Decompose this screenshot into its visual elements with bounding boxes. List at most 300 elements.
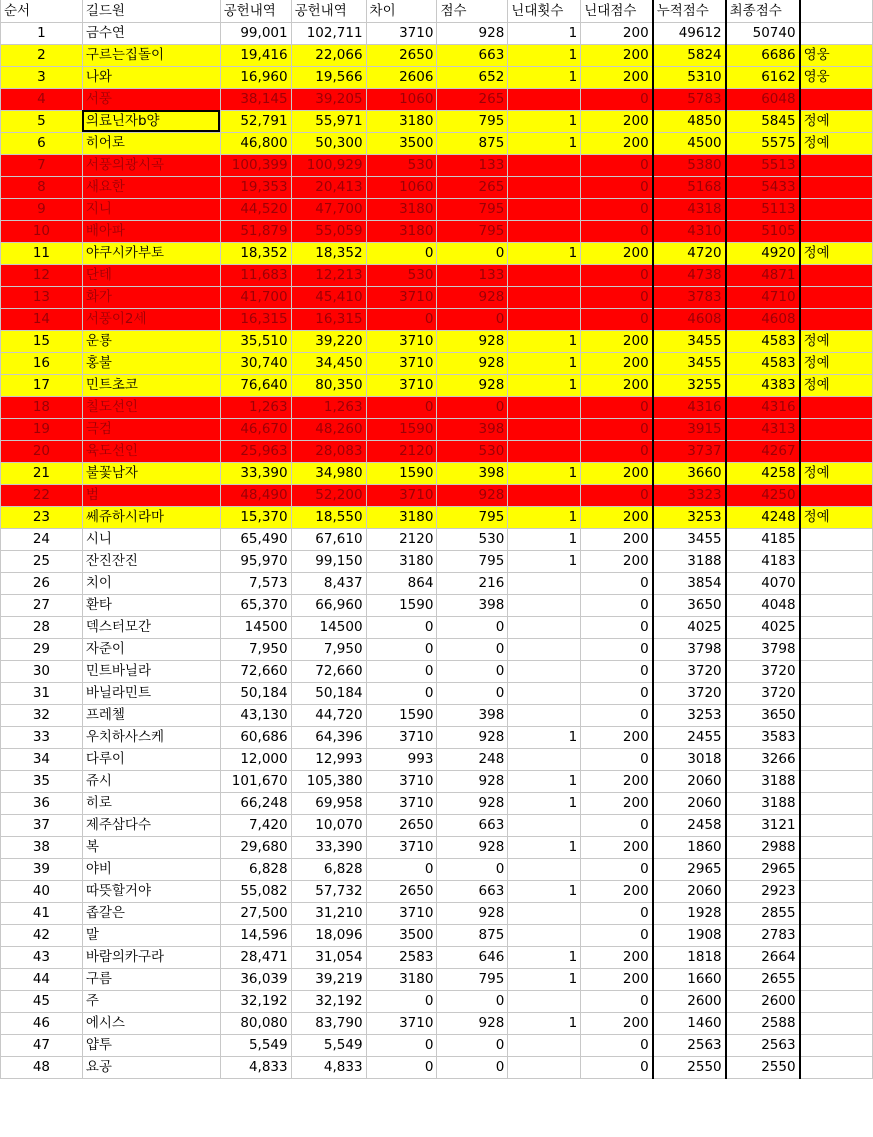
final-score-cell[interactable]: 2600 (726, 990, 800, 1012)
final-score-cell[interactable]: 2965 (726, 858, 800, 880)
guild-member-cell[interactable]: 히어로 (82, 132, 220, 154)
final-score-cell[interactable]: 5575 (726, 132, 800, 154)
rank-note-cell[interactable] (800, 176, 873, 198)
contribution-2-cell[interactable]: 5,549 (291, 1034, 366, 1056)
rank-note-cell[interactable]: 정예 (800, 374, 873, 396)
final-score-cell[interactable]: 2588 (726, 1012, 800, 1034)
guild-member-cell[interactable]: 시니 (82, 528, 220, 550)
rank-note-cell[interactable] (800, 990, 873, 1012)
rank-note-cell[interactable] (800, 418, 873, 440)
ninja-score-cell[interactable]: 200 (581, 352, 653, 374)
accumulated-score-cell[interactable]: 1460 (653, 1012, 726, 1034)
guild-member-cell[interactable]: 야쿠시카부토 (82, 242, 220, 264)
guild-member-cell[interactable]: 히로 (82, 792, 220, 814)
difference-cell[interactable]: 3180 (366, 550, 437, 572)
score-cell[interactable]: 928 (437, 484, 508, 506)
contribution-1-cell[interactable]: 32,192 (220, 990, 291, 1012)
contribution-2-cell[interactable]: 39,219 (291, 968, 366, 990)
ninja-count-cell[interactable] (508, 902, 581, 924)
contribution-1-cell[interactable]: 44,520 (220, 198, 291, 220)
guild-member-cell[interactable]: 잔진잔진 (82, 550, 220, 572)
contribution-2-cell[interactable]: 48,260 (291, 418, 366, 440)
contribution-2-cell[interactable]: 50,300 (291, 132, 366, 154)
contribution-2-cell[interactable]: 12,993 (291, 748, 366, 770)
contribution-1-cell[interactable]: 55,082 (220, 880, 291, 902)
difference-cell[interactable]: 0 (366, 308, 437, 330)
rank-note-cell[interactable] (800, 770, 873, 792)
guild-member-cell[interactable]: 따뜻할거야 (82, 880, 220, 902)
score-cell[interactable]: 398 (437, 704, 508, 726)
ninja-count-cell[interactable]: 1 (508, 462, 581, 484)
ninja-count-cell[interactable] (508, 440, 581, 462)
final-score-cell[interactable]: 2855 (726, 902, 800, 924)
rank-note-cell[interactable]: 정예 (800, 352, 873, 374)
order-cell[interactable]: 46 (1, 1012, 83, 1034)
guild-member-cell[interactable]: 주 (82, 990, 220, 1012)
ninja-score-cell[interactable]: 0 (581, 220, 653, 242)
difference-cell[interactable]: 993 (366, 748, 437, 770)
rank-note-cell[interactable] (800, 748, 873, 770)
ninja-score-cell[interactable]: 0 (581, 858, 653, 880)
header-cell-accumulated-score[interactable]: 누적점수 (653, 0, 726, 22)
order-cell[interactable]: 45 (1, 990, 83, 1012)
contribution-1-cell[interactable]: 38,145 (220, 88, 291, 110)
rank-note-cell[interactable] (800, 792, 873, 814)
rank-note-cell[interactable] (800, 396, 873, 418)
contribution-2-cell[interactable]: 14500 (291, 616, 366, 638)
rank-note-cell[interactable]: 정예 (800, 242, 873, 264)
ninja-score-cell[interactable]: 200 (581, 374, 653, 396)
ninja-count-cell[interactable] (508, 616, 581, 638)
ninja-count-cell[interactable]: 1 (508, 374, 581, 396)
contribution-1-cell[interactable]: 1,263 (220, 396, 291, 418)
accumulated-score-cell[interactable]: 2600 (653, 990, 726, 1012)
difference-cell[interactable]: 3710 (366, 836, 437, 858)
accumulated-score-cell[interactable]: 5380 (653, 154, 726, 176)
accumulated-score-cell[interactable]: 3720 (653, 682, 726, 704)
difference-cell[interactable]: 2650 (366, 880, 437, 902)
rank-note-cell[interactable] (800, 22, 873, 44)
ninja-score-cell[interactable]: 0 (581, 154, 653, 176)
score-cell[interactable]: 795 (437, 110, 508, 132)
order-cell[interactable]: 27 (1, 594, 83, 616)
contribution-1-cell[interactable]: 76,640 (220, 374, 291, 396)
final-score-cell[interactable]: 4070 (726, 572, 800, 594)
contribution-2-cell[interactable]: 55,059 (291, 220, 366, 242)
order-cell[interactable]: 22 (1, 484, 83, 506)
guild-member-cell[interactable]: 민트바닐라 (82, 660, 220, 682)
score-cell[interactable]: 0 (437, 682, 508, 704)
rank-note-cell[interactable] (800, 968, 873, 990)
contribution-2-cell[interactable]: 4,833 (291, 1056, 366, 1078)
score-cell[interactable]: 875 (437, 924, 508, 946)
guild-member-cell[interactable]: 서풍이2세 (82, 308, 220, 330)
difference-cell[interactable]: 3710 (366, 352, 437, 374)
contribution-1-cell[interactable]: 41,700 (220, 286, 291, 308)
accumulated-score-cell[interactable]: 4500 (653, 132, 726, 154)
final-score-cell[interactable]: 5113 (726, 198, 800, 220)
contribution-1-cell[interactable]: 36,039 (220, 968, 291, 990)
score-cell[interactable]: 133 (437, 154, 508, 176)
difference-cell[interactable]: 2120 (366, 528, 437, 550)
difference-cell[interactable]: 3180 (366, 110, 437, 132)
guild-member-cell[interactable]: 금수연 (82, 22, 220, 44)
contribution-1-cell[interactable]: 15,370 (220, 506, 291, 528)
order-cell[interactable]: 37 (1, 814, 83, 836)
contribution-1-cell[interactable]: 4,833 (220, 1056, 291, 1078)
ninja-count-cell[interactable]: 1 (508, 528, 581, 550)
accumulated-score-cell[interactable]: 2965 (653, 858, 726, 880)
ninja-count-cell[interactable] (508, 814, 581, 836)
rank-note-cell[interactable] (800, 572, 873, 594)
accumulated-score-cell[interactable]: 3854 (653, 572, 726, 594)
ninja-score-cell[interactable]: 0 (581, 748, 653, 770)
contribution-2-cell[interactable]: 18,550 (291, 506, 366, 528)
order-cell[interactable]: 19 (1, 418, 83, 440)
ninja-score-cell[interactable]: 200 (581, 792, 653, 814)
order-cell[interactable]: 7 (1, 154, 83, 176)
final-score-cell[interactable]: 6686 (726, 44, 800, 66)
accumulated-score-cell[interactable]: 3798 (653, 638, 726, 660)
contribution-2-cell[interactable]: 50,184 (291, 682, 366, 704)
ninja-count-cell[interactable]: 1 (508, 352, 581, 374)
contribution-1-cell[interactable]: 6,828 (220, 858, 291, 880)
header-cell-guild-member[interactable]: 길드원 (82, 0, 220, 22)
order-cell[interactable]: 26 (1, 572, 83, 594)
ninja-count-cell[interactable] (508, 88, 581, 110)
accumulated-score-cell[interactable]: 5824 (653, 44, 726, 66)
order-cell[interactable]: 31 (1, 682, 83, 704)
order-cell[interactable]: 3 (1, 66, 83, 88)
order-cell[interactable]: 28 (1, 616, 83, 638)
difference-cell[interactable]: 2650 (366, 814, 437, 836)
ninja-score-cell[interactable]: 0 (581, 484, 653, 506)
order-cell[interactable]: 6 (1, 132, 83, 154)
difference-cell[interactable]: 0 (366, 396, 437, 418)
guild-member-cell[interactable]: 불꽃남자 (82, 462, 220, 484)
rank-note-cell[interactable] (800, 594, 873, 616)
guild-member-cell[interactable]: 쥬시 (82, 770, 220, 792)
ninja-score-cell[interactable]: 200 (581, 946, 653, 968)
order-cell[interactable]: 20 (1, 440, 83, 462)
score-cell[interactable]: 928 (437, 286, 508, 308)
order-cell[interactable]: 39 (1, 858, 83, 880)
accumulated-score-cell[interactable]: 3255 (653, 374, 726, 396)
accumulated-score-cell[interactable]: 1860 (653, 836, 726, 858)
order-cell[interactable]: 10 (1, 220, 83, 242)
score-cell[interactable]: 398 (437, 594, 508, 616)
accumulated-score-cell[interactable]: 3650 (653, 594, 726, 616)
final-score-cell[interactable]: 3720 (726, 660, 800, 682)
score-cell[interactable]: 530 (437, 528, 508, 550)
accumulated-score-cell[interactable]: 49612 (653, 22, 726, 44)
contribution-2-cell[interactable]: 28,083 (291, 440, 366, 462)
contribution-1-cell[interactable]: 12,000 (220, 748, 291, 770)
rank-note-cell[interactable]: 정예 (800, 330, 873, 352)
order-cell[interactable]: 42 (1, 924, 83, 946)
rank-note-cell[interactable] (800, 704, 873, 726)
accumulated-score-cell[interactable]: 2563 (653, 1034, 726, 1056)
final-score-cell[interactable]: 2563 (726, 1034, 800, 1056)
guild-member-cell[interactable]: 칠도선인 (82, 396, 220, 418)
score-cell[interactable]: 928 (437, 352, 508, 374)
difference-cell[interactable]: 864 (366, 572, 437, 594)
difference-cell[interactable]: 3500 (366, 132, 437, 154)
contribution-1-cell[interactable]: 7,950 (220, 638, 291, 660)
difference-cell[interactable]: 2583 (366, 946, 437, 968)
rank-note-cell[interactable]: 정예 (800, 110, 873, 132)
order-cell[interactable]: 43 (1, 946, 83, 968)
order-cell[interactable]: 25 (1, 550, 83, 572)
contribution-1-cell[interactable]: 33,390 (220, 462, 291, 484)
difference-cell[interactable]: 1590 (366, 418, 437, 440)
accumulated-score-cell[interactable]: 4738 (653, 264, 726, 286)
contribution-1-cell[interactable]: 65,370 (220, 594, 291, 616)
rank-note-cell[interactable] (800, 1056, 873, 1078)
accumulated-score-cell[interactable]: 3660 (653, 462, 726, 484)
score-cell[interactable]: 0 (437, 1056, 508, 1078)
final-score-cell[interactable]: 4316 (726, 396, 800, 418)
rank-note-cell[interactable] (800, 682, 873, 704)
order-cell[interactable]: 8 (1, 176, 83, 198)
guild-member-cell[interactable]: 얍투 (82, 1034, 220, 1056)
rank-note-cell[interactable]: 정예 (800, 506, 873, 528)
contribution-2-cell[interactable]: 44,720 (291, 704, 366, 726)
guild-member-cell[interactable]: 치이 (82, 572, 220, 594)
final-score-cell[interactable]: 4871 (726, 264, 800, 286)
ninja-score-cell[interactable]: 0 (581, 286, 653, 308)
score-cell[interactable]: 928 (437, 726, 508, 748)
difference-cell[interactable]: 0 (366, 1056, 437, 1078)
ninja-score-cell[interactable]: 0 (581, 990, 653, 1012)
ninja-count-cell[interactable] (508, 572, 581, 594)
order-cell[interactable]: 48 (1, 1056, 83, 1078)
ninja-count-cell[interactable] (508, 198, 581, 220)
final-score-cell[interactable]: 4185 (726, 528, 800, 550)
ninja-score-cell[interactable]: 0 (581, 418, 653, 440)
accumulated-score-cell[interactable]: 4316 (653, 396, 726, 418)
ninja-score-cell[interactable]: 200 (581, 110, 653, 132)
contribution-1-cell[interactable]: 48,490 (220, 484, 291, 506)
accumulated-score-cell[interactable]: 4720 (653, 242, 726, 264)
rank-note-cell[interactable] (800, 924, 873, 946)
final-score-cell[interactable]: 5513 (726, 154, 800, 176)
order-cell[interactable]: 9 (1, 198, 83, 220)
difference-cell[interactable]: 0 (366, 616, 437, 638)
accumulated-score-cell[interactable]: 4850 (653, 110, 726, 132)
guild-member-cell[interactable]: 서풍의광시곡 (82, 154, 220, 176)
contribution-2-cell[interactable]: 7,950 (291, 638, 366, 660)
contribution-1-cell[interactable]: 95,970 (220, 550, 291, 572)
accumulated-score-cell[interactable]: 3783 (653, 286, 726, 308)
final-score-cell[interactable]: 3121 (726, 814, 800, 836)
order-cell[interactable]: 2 (1, 44, 83, 66)
ninja-score-cell[interactable]: 0 (581, 440, 653, 462)
difference-cell[interactable]: 3180 (366, 220, 437, 242)
rank-note-cell[interactable] (800, 814, 873, 836)
rank-note-cell[interactable]: 영웅 (800, 44, 873, 66)
contribution-2-cell[interactable]: 39,205 (291, 88, 366, 110)
ninja-count-cell[interactable] (508, 484, 581, 506)
ninja-count-cell[interactable]: 1 (508, 330, 581, 352)
guild-member-cell[interactable]: 제주삼다수 (82, 814, 220, 836)
score-cell[interactable]: 0 (437, 660, 508, 682)
contribution-1-cell[interactable]: 7,420 (220, 814, 291, 836)
accumulated-score-cell[interactable]: 3915 (653, 418, 726, 440)
accumulated-score-cell[interactable]: 4025 (653, 616, 726, 638)
difference-cell[interactable]: 0 (366, 242, 437, 264)
rank-note-cell[interactable] (800, 528, 873, 550)
ninja-score-cell[interactable]: 0 (581, 638, 653, 660)
score-cell[interactable]: 928 (437, 374, 508, 396)
ninja-score-cell[interactable]: 200 (581, 44, 653, 66)
ninja-count-cell[interactable] (508, 176, 581, 198)
guild-member-cell[interactable]: 배아파 (82, 220, 220, 242)
ninja-count-cell[interactable] (508, 704, 581, 726)
rank-note-cell[interactable] (800, 550, 873, 572)
ninja-count-cell[interactable] (508, 286, 581, 308)
ninja-count-cell[interactable] (508, 396, 581, 418)
difference-cell[interactable]: 3710 (366, 286, 437, 308)
ninja-count-cell[interactable]: 1 (508, 22, 581, 44)
contribution-2-cell[interactable]: 83,790 (291, 1012, 366, 1034)
contribution-1-cell[interactable]: 51,879 (220, 220, 291, 242)
ninja-count-cell[interactable] (508, 990, 581, 1012)
contribution-2-cell[interactable]: 34,980 (291, 462, 366, 484)
guild-member-cell[interactable]: 구름 (82, 968, 220, 990)
ninja-count-cell[interactable]: 1 (508, 1012, 581, 1034)
rank-note-cell[interactable] (800, 1034, 873, 1056)
guild-member-cell[interactable]: 바람의카구라 (82, 946, 220, 968)
ninja-count-cell[interactable] (508, 924, 581, 946)
ninja-score-cell[interactable]: 200 (581, 550, 653, 572)
order-cell[interactable]: 33 (1, 726, 83, 748)
guild-member-cell[interactable]: 말 (82, 924, 220, 946)
accumulated-score-cell[interactable]: 3253 (653, 704, 726, 726)
rank-note-cell[interactable] (800, 484, 873, 506)
contribution-1-cell[interactable]: 29,680 (220, 836, 291, 858)
difference-cell[interactable]: 3710 (366, 792, 437, 814)
ninja-score-cell[interactable]: 200 (581, 462, 653, 484)
contribution-2-cell[interactable]: 100,929 (291, 154, 366, 176)
score-cell[interactable]: 663 (437, 44, 508, 66)
contribution-1-cell[interactable]: 16,315 (220, 308, 291, 330)
difference-cell[interactable]: 3710 (366, 726, 437, 748)
contribution-2-cell[interactable]: 8,437 (291, 572, 366, 594)
ninja-count-cell[interactable]: 1 (508, 968, 581, 990)
rank-note-cell[interactable]: 영웅 (800, 66, 873, 88)
contribution-1-cell[interactable]: 16,960 (220, 66, 291, 88)
difference-cell[interactable]: 530 (366, 154, 437, 176)
ninja-score-cell[interactable]: 200 (581, 1012, 653, 1034)
contribution-2-cell[interactable]: 1,263 (291, 396, 366, 418)
rank-note-cell[interactable] (800, 220, 873, 242)
ninja-count-cell[interactable]: 1 (508, 550, 581, 572)
difference-cell[interactable]: 0 (366, 638, 437, 660)
guild-member-cell[interactable]: 의료닌자b양 (82, 110, 220, 132)
rank-note-cell[interactable] (800, 616, 873, 638)
contribution-1-cell[interactable]: 27,500 (220, 902, 291, 924)
score-cell[interactable]: 652 (437, 66, 508, 88)
order-cell[interactable]: 41 (1, 902, 83, 924)
accumulated-score-cell[interactable]: 5783 (653, 88, 726, 110)
order-cell[interactable]: 4 (1, 88, 83, 110)
ninja-count-cell[interactable] (508, 418, 581, 440)
score-cell[interactable]: 928 (437, 22, 508, 44)
contribution-1-cell[interactable]: 46,670 (220, 418, 291, 440)
accumulated-score-cell[interactable]: 4310 (653, 220, 726, 242)
score-cell[interactable]: 928 (437, 1012, 508, 1034)
score-cell[interactable]: 0 (437, 308, 508, 330)
contribution-2-cell[interactable]: 31,054 (291, 946, 366, 968)
difference-cell[interactable]: 3500 (366, 924, 437, 946)
ninja-count-cell[interactable]: 1 (508, 242, 581, 264)
order-cell[interactable]: 24 (1, 528, 83, 550)
contribution-2-cell[interactable]: 10,070 (291, 814, 366, 836)
score-cell[interactable]: 265 (437, 88, 508, 110)
header-cell-contribution-1[interactable]: 공헌내역 (220, 0, 291, 22)
guild-member-cell[interactable]: 새요한 (82, 176, 220, 198)
contribution-2-cell[interactable]: 55,971 (291, 110, 366, 132)
contribution-2-cell[interactable]: 18,096 (291, 924, 366, 946)
contribution-2-cell[interactable]: 6,828 (291, 858, 366, 880)
accumulated-score-cell[interactable]: 3188 (653, 550, 726, 572)
guild-member-cell[interactable]: 자준이 (82, 638, 220, 660)
contribution-1-cell[interactable]: 28,471 (220, 946, 291, 968)
ninja-count-cell[interactable]: 1 (508, 880, 581, 902)
ninja-score-cell[interactable]: 0 (581, 660, 653, 682)
ninja-count-cell[interactable]: 1 (508, 132, 581, 154)
header-cell-difference[interactable]: 차이 (366, 0, 437, 22)
guild-member-cell[interactable]: 지니 (82, 198, 220, 220)
guild-member-cell[interactable]: 바닐라민트 (82, 682, 220, 704)
score-cell[interactable]: 265 (437, 176, 508, 198)
ninja-count-cell[interactable] (508, 682, 581, 704)
guild-member-cell[interactable]: 덱스터모간 (82, 616, 220, 638)
contribution-2-cell[interactable]: 32,192 (291, 990, 366, 1012)
ninja-score-cell[interactable]: 200 (581, 528, 653, 550)
accumulated-score-cell[interactable]: 4318 (653, 198, 726, 220)
ninja-score-cell[interactable]: 200 (581, 880, 653, 902)
contribution-2-cell[interactable]: 105,380 (291, 770, 366, 792)
score-cell[interactable]: 928 (437, 770, 508, 792)
guild-member-cell[interactable]: 우치하사스케 (82, 726, 220, 748)
rank-note-cell[interactable] (800, 1012, 873, 1034)
contribution-2-cell[interactable]: 19,566 (291, 66, 366, 88)
score-cell[interactable]: 795 (437, 550, 508, 572)
contribution-2-cell[interactable]: 33,390 (291, 836, 366, 858)
final-score-cell[interactable]: 4267 (726, 440, 800, 462)
contribution-1-cell[interactable]: 50,184 (220, 682, 291, 704)
header-cell-contribution-2[interactable]: 공헌내역 (291, 0, 366, 22)
difference-cell[interactable]: 3710 (366, 330, 437, 352)
rank-note-cell[interactable] (800, 858, 873, 880)
contribution-1-cell[interactable]: 60,686 (220, 726, 291, 748)
contribution-1-cell[interactable]: 46,800 (220, 132, 291, 154)
guild-member-cell[interactable]: 극검 (82, 418, 220, 440)
header-cell-order[interactable]: 순서 (1, 0, 83, 22)
ninja-count-cell[interactable] (508, 660, 581, 682)
header-cell-score[interactable]: 점수 (437, 0, 508, 22)
contribution-1-cell[interactable]: 14500 (220, 616, 291, 638)
difference-cell[interactable]: 2606 (366, 66, 437, 88)
ninja-score-cell[interactable]: 0 (581, 264, 653, 286)
final-score-cell[interactable]: 2988 (726, 836, 800, 858)
accumulated-score-cell[interactable]: 2060 (653, 880, 726, 902)
final-score-cell[interactable]: 3188 (726, 792, 800, 814)
contribution-2-cell[interactable]: 39,220 (291, 330, 366, 352)
guild-member-cell[interactable]: 범 (82, 484, 220, 506)
